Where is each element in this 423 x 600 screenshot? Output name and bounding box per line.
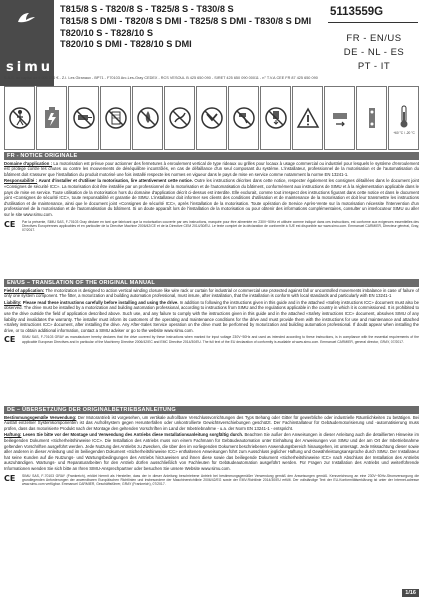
model-line: T820/10 S DMI - T828/10 S DMI <box>60 39 192 50</box>
safety-icons-row <box>4 86 419 150</box>
ce-mark-icon: CE <box>4 219 16 229</box>
paragraph-text: Der Motorantrieb ist vorgesehen, um vertikale aufrollbare Verschlussvorrichtungen des Typs Behang oder Gitter für gewerbliche oder industrielle Räumlichkeiten zu betätigen. Bei Ausfall einzelner Systemkomponenten ist das Aufrollsystem gegen Herunterfallen oder unkontrollierte Gewichtsverschiebungen geschützt. Der Fachinstallateur für Gebäudemotorisierung und -automatisierung muss prüfen, dass das motorisierte Produkt nach der Montage den geltenden Vorschriften im Land der Inbetriebnahme - u.a. der Norm EN 13241-1 - entspricht. <box>4 414 419 431</box>
reference-number: 5113559G <box>330 6 384 18</box>
divider <box>328 22 418 23</box>
no-blind-contact-icon <box>100 86 131 150</box>
company-address: S.A.S. au capital de 5 000 000 € - Z.I. Les Giranaux - BP71 - F70103 Arc-Les-Gray CEDEX - RCS VESOUL B 425 650 090 - SIRET 425 650 090 00011 - n° T.V.A CEE FR 87 425 650 090 <box>4 76 318 80</box>
paragraph <box>4 178 419 217</box>
section-heading: DE – ÜBERSETZUNG DER ORIGINALBETRIEBSANLEITUNG <box>4 406 419 414</box>
temperature-label: +60 °C / -20 °C <box>392 131 415 135</box>
paragraph <box>4 432 419 471</box>
paragraph-text: La motorisation est prévue pour actionner des fermetures à enroulement vertical de type rideaux ou grilles pour locaux à usage commercial ou industriel pour lesquels le système d'enroulement est protégé contre les chutes ou contre les mouvements de déséquilibre incontrôlés, en cas de défaillance d'un seul composant du système. L'installateur, professionnel de la motorisation et de l'automatisation du bâtiment doit s'assurer que l'installation du produit motorisé une fois installé respecte les normes en vigueur dans le pays de mise en service comme notamment la norme EN 13241-1. <box>4 160 420 177</box>
paragraph <box>4 415 419 432</box>
field-label: Responsabilité : <box>4 178 38 184</box>
language-line: DE - NL - ES <box>343 47 405 58</box>
no-drop-icon <box>260 86 291 150</box>
paragraph <box>4 161 419 178</box>
paragraph <box>4 288 419 299</box>
section-en <box>4 279 419 345</box>
field-label: Liability: <box>4 299 22 305</box>
paragraph <box>4 300 419 334</box>
no-child-play-icon <box>4 86 35 150</box>
paragraph-text: In addition to following the instructions given in this guide and in the attached «Safety instructions ICC» document must also be observed. The drive must be installed by a motorization and building automation professional, according to instructions from SIMU and the regulations applicable in the country in which it is commissioned. It is prohibited to use the drive outside the field of application described above. Such use, and any failure to comply with the instructions given in this guide and in the attached «Safety instructions ICC» document, absolves SIMU of any liability and invalidates the warranty. The installer must inform its customers of the operating and maintenance conditions for the drive and must provide them with the instructions for use and maintenance and attached «Safety instructions ICC» document, after installing the drive. Any After-Sales Service operation on the drive must be performed by motorization and building automation professional. If doubt appear when installing the drive, or to obtain additional information, contact a SIMU adviser or go to the website www.simu.com. <box>4 299 419 333</box>
emphasis-text: Please read these instructions carefully before installing and using the drive. <box>22 299 179 305</box>
section-fr <box>4 152 419 232</box>
emphasis-text: Lesen Sie bitte vor der Montage und Verwendung des Antriebs diese Installationsanleitung sorgfältig durch. <box>22 432 244 438</box>
field-label: Bestimmungsgemäße Verwendung: <box>4 414 77 420</box>
section-de <box>4 406 419 486</box>
ce-mark-icon: CE <box>4 473 16 483</box>
model-line: T815/8 S - T820/8 S - T825/8 S - T830/8 S <box>60 4 234 14</box>
language-list <box>330 32 418 74</box>
paragraph-text: Beachten Sie außer den Anweisungen in dieser Anleitung auch die detaillierten Hinweise im beiliegenden Dokument «Sicherheitshinweise ICC». Die Installation des Antriebs muss von einem Fachmann für Gebäudeautomation unter Einhaltung der Anweisungen von SIMU und der am Ort der Inbetriebnahme geltenden Vorschriften ausgeführt werden. Jede Nutzung des Antriebs zu Zwecken, die über den im vorliegenden Dokument beschriebenen Anwendungsbereich hinausgehen, ist untersagt. Jede Missachtung dieser sowie aller anderen in dieser Anleitung und im beiliegenden Dokument «Sicherheitshinweise ICC» enthaltenen Anweisungen führt zum Ausschluss jeglicher Haftung und Gewährleistungsansprüche durch SIMU. Der Installateur hat seine Kunden auf die Nutzungs- und Wartungsbedingungen des Antriebs hinzuweisen und ihnen diese sowie das beiliegende Dokument «Sicherheitshinweise ICC» nach Abschluss der Installation des Antriebs auszuhändigen. Wartungs- und Reparaturarbeiten für den Antrieb dürfen ausschließlich von Fachleuten für Gebäudeautomation ausgeführt werden. Für Fragen zur Installation des Antriebs und weiterführende Informationen wenden Sie sich bitte an Ihren SIMU-Ansprechpartner oder besuchen Sie unsere Website www.simu.com. <box>4 432 419 471</box>
no-hit-icon <box>228 86 259 150</box>
certification-text: SIMU SAS, F-70103 GRAY (Frankreich), erklärt hiermit als Hersteller, dass der in dieser Anleitung beschriebene Antrieb bei bestimmungsgemäßer Verwendung gemäß den Anweisungen gemäß. Kennzeichnung an eine 230V~50Hz-Stromversorgung die grundlegenden Anforderungen der anwendbaren Europäischen Richtlinien und insbesondere der Maschinenrichtlinie 2006/42/EG sowie der EMV-Richtlinie 2014/30/EU erfüllt. Der vollständige Text der EU-Konformitätserklärung ist unter der Internet-adresse www.simu.com verfügbar. Emmanuel CARMIER, Geschäftsführer, GRAY (Frankreich), 07/2017. <box>22 473 419 487</box>
temperature-range-icon <box>388 86 419 150</box>
install-direction-icon <box>324 86 355 150</box>
language-line: FR - EN/US <box>346 33 402 44</box>
emphasis-text: Avant d'installer et d'utiliser la motorisation, lire attentivement cette notice. <box>38 178 193 184</box>
header <box>0 0 423 86</box>
ce-mark-icon: CE <box>4 335 16 345</box>
paragraph-text: Outre les instructions décrites dans cette notice, respecter également les consignes détaillées dans le document joint «Consignes de sécurité ICC». La motorisation doit être installée par un professionnel de la motorisation et de l'automatisation du bâtiment, conformément aux instructions de SIMU et à la réglementation applicable dans le pays de mise en service. Toute utilisation de la motorisation hors du domaine d'application décrit ci-dessus est interdite. Elle exclurait, comme tout irrespect des instructions figurant dans cette notice et dans le document joint «Consignes de sécurité ICC», toute responsabilité et garantie de SIMU. L'installateur doit informer ses clients des conditions d'utilisation et de maintenance de la motorisation et doit leur transmettre les instructions d'utilisation et de maintenance, ainsi que le document joint «Consignes de sécurité ICC», après l'installation de la motorisation. Toute opération de Service Après-Vente sur la motorisation nécessite l'intervention d'un professionnel de la motorisation et de l'automatisation du bâtiment. Si un doute apparaît lors de l'installation de la motorisation ou pour obtenir des informations complémentaires, consulter un interlocuteur SIMU ou aller sur le site www.simu.com. <box>4 178 419 217</box>
fixation-icon <box>356 86 387 150</box>
brand-logo <box>0 0 54 86</box>
attention-icon <box>292 86 323 150</box>
field-label: Haftung: <box>4 432 22 438</box>
no-bend-icon <box>196 86 227 150</box>
certification <box>4 220 419 233</box>
model-line: T815/8 S DMI - T820/8 S DMI - T825/8 S DMI - T830/8 S DMI <box>60 15 312 26</box>
section-heading: FR - NOTICE ORIGINALE <box>4 152 419 160</box>
certification <box>4 474 419 487</box>
no-cable-pull-icon <box>164 86 195 150</box>
language-line: PT - IT <box>357 61 391 72</box>
field-label: Domaine d'application : <box>4 160 53 166</box>
field-label: Field of application: <box>4 287 45 293</box>
certification-text: Par la présente, SIMU SAS, F-70103 Gray déclare en tant que fabricant que la motorisation couverte par ces instructions, marquée pour être alimentée en 230V~50Hz et utilisée comme indiqué dans ces instructions, est conforme aux exigences essentielles des Directives Européennes applicables et en particulier de la Directive Machine 2006/42/CE et de la Directive CEM 2014/30/EU. Le texte complet de la déclaration de conformité à l'UE est disponible sur www.simu.com. Emmanuel CARMIER, Directeur général, Gray, 07/2017. <box>22 219 419 233</box>
paragraph-text: The motorization is designed to action vertical winding closure like wire rack or curtain for industrial or commercial use protected against fall or uncontrolled movements imbalance in case of failure of only one system component. The fitter, a motorization and building automation professional, must insure, after installation, that the installation is conform with local standards and particularly with EN 13241-1 <box>4 287 419 299</box>
certification <box>4 335 419 345</box>
no-drill-icon <box>68 86 99 150</box>
model-line: T820/10 S - T828/10 S <box>60 27 153 38</box>
certification-text: SIMU SAS, F-70103 GRAY as manufacturer hereby declares that the drive covered by these instructions when marked for input voltage 230V~50Hz and used as intended according to these instructions, is in compliance with the essential requirements of the applicable European Directives and in particular of the Machinery Directive 2006/42/EC and EMC Directive 2014/30/EU. The full text of the EU declaration of conformity is available at www.simu.com. Emmanuel CARMIER, general director, GRAY, 07/2017. <box>22 335 419 344</box>
logo-text: simu <box>6 60 53 75</box>
page-number: 1/16 <box>402 589 419 597</box>
battery-warning-icon <box>36 86 67 150</box>
simu-bird-icon <box>14 6 38 30</box>
section-heading: EN/US – TRANSLATION OF THE ORIGINAL MANUAL <box>4 279 419 287</box>
model-list <box>60 4 325 51</box>
no-water-icon <box>132 86 163 150</box>
